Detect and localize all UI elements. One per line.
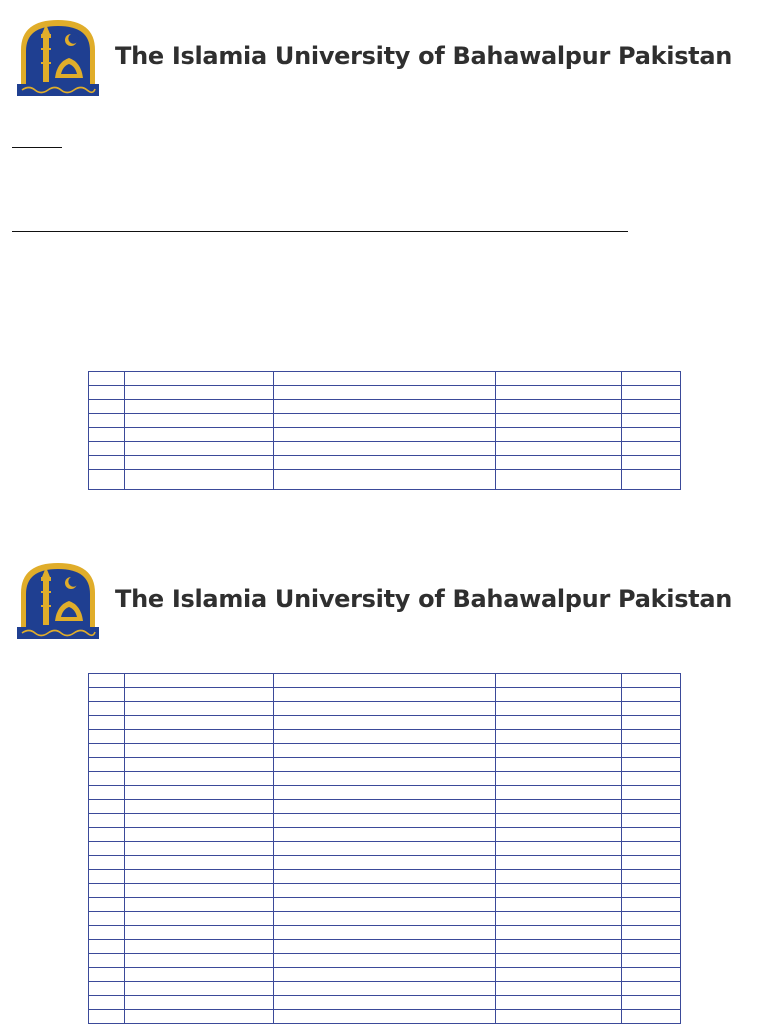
header-1	[0, 18, 768, 102]
table-cell	[495, 372, 621, 386]
table-cell	[621, 982, 680, 996]
table-cell	[89, 898, 125, 912]
table-cell	[495, 400, 621, 414]
table-cell	[89, 414, 125, 428]
table-cell	[89, 688, 125, 702]
table-cell	[125, 744, 274, 758]
table-cell	[89, 800, 125, 814]
table-row	[89, 954, 681, 968]
table-cell	[621, 926, 680, 940]
table-row	[89, 898, 681, 912]
table-cell	[495, 870, 621, 884]
table-cell	[89, 744, 125, 758]
table-cell	[274, 968, 495, 982]
table-cell	[495, 442, 621, 456]
table-cell	[621, 442, 680, 456]
table-cell	[125, 814, 274, 828]
table-cell	[621, 856, 680, 870]
table-cell	[621, 870, 680, 884]
table-cell	[89, 912, 125, 926]
table-cell	[89, 1010, 125, 1024]
table-cell	[125, 772, 274, 786]
table-cell	[495, 982, 621, 996]
table-cell	[89, 828, 125, 842]
table-row	[89, 856, 681, 870]
table-cell	[125, 800, 274, 814]
table-cell	[621, 800, 680, 814]
table-cell	[274, 912, 495, 926]
table-cell	[495, 940, 621, 954]
table-cell	[89, 442, 125, 456]
table-row	[89, 428, 681, 442]
table-row	[89, 456, 681, 470]
table-row	[89, 744, 681, 758]
table-row	[89, 716, 681, 730]
table-row	[89, 688, 681, 702]
table-cell	[274, 674, 495, 688]
table-cell	[495, 814, 621, 828]
university-title: The Islamia University of Bahawalpur Pakistan	[115, 42, 733, 70]
table-cell	[125, 982, 274, 996]
table-cell	[89, 968, 125, 982]
table-cell	[495, 772, 621, 786]
table-cell	[495, 954, 621, 968]
table-row	[89, 674, 681, 688]
table-cell	[274, 442, 495, 456]
table-cell	[621, 842, 680, 856]
table-cell	[125, 1010, 274, 1024]
university-title: The Islamia University of Bahawalpur Pakistan	[115, 585, 733, 613]
table-cell	[125, 400, 274, 414]
table-row	[89, 996, 681, 1010]
table-cell	[621, 744, 680, 758]
table-cell	[89, 372, 125, 386]
table-cell	[621, 386, 680, 400]
table-row	[89, 814, 681, 828]
table-cell	[89, 428, 125, 442]
table-row	[89, 940, 681, 954]
table-cell	[274, 842, 495, 856]
table-cell	[125, 674, 274, 688]
table-cell	[495, 996, 621, 1010]
table-cell	[125, 716, 274, 730]
table-cell	[621, 470, 680, 490]
table-cell	[621, 1010, 680, 1024]
table-cell	[274, 400, 495, 414]
table-cell	[125, 968, 274, 982]
table-cell	[125, 442, 274, 456]
table-cell	[125, 828, 274, 842]
table-row	[89, 372, 681, 386]
university-crest-logo	[17, 18, 99, 96]
table-cell	[495, 786, 621, 800]
table-cell	[125, 940, 274, 954]
table-cell	[495, 716, 621, 730]
table-row	[89, 470, 681, 490]
table-1	[88, 371, 681, 490]
table-cell	[621, 758, 680, 772]
table-cell	[89, 470, 125, 490]
table-cell	[89, 870, 125, 884]
table-row	[89, 926, 681, 940]
table-cell	[621, 674, 680, 688]
table-cell	[495, 758, 621, 772]
table-cell	[89, 982, 125, 996]
table-cell	[89, 856, 125, 870]
table-cell	[495, 912, 621, 926]
table-cell	[621, 912, 680, 926]
table-cell	[89, 786, 125, 800]
table-cell	[89, 884, 125, 898]
table-cell	[274, 1010, 495, 1024]
table-cell	[89, 814, 125, 828]
table-cell	[495, 744, 621, 758]
table-row	[89, 730, 681, 744]
table-cell	[89, 386, 125, 400]
table-cell	[125, 870, 274, 884]
table-cell	[621, 828, 680, 842]
table-row	[89, 414, 681, 428]
table-cell	[495, 898, 621, 912]
table-cell	[621, 884, 680, 898]
table-cell	[274, 856, 495, 870]
table-cell	[125, 786, 274, 800]
table-cell	[495, 428, 621, 442]
table-row	[89, 442, 681, 456]
table-cell	[621, 702, 680, 716]
table-row	[89, 386, 681, 400]
table-cell	[274, 386, 495, 400]
table-cell	[125, 428, 274, 442]
table-cell	[274, 814, 495, 828]
table-cell	[89, 758, 125, 772]
table-cell	[621, 898, 680, 912]
table-cell	[89, 996, 125, 1010]
table-cell	[125, 898, 274, 912]
table-row	[89, 982, 681, 996]
table-cell	[89, 456, 125, 470]
table-cell	[274, 828, 495, 842]
table-cell	[495, 856, 621, 870]
table-cell	[621, 428, 680, 442]
table-cell	[125, 730, 274, 744]
table-cell	[89, 674, 125, 688]
table-cell	[274, 428, 495, 442]
table-row	[89, 912, 681, 926]
table-cell	[621, 940, 680, 954]
table-cell	[125, 470, 274, 490]
table-cell	[274, 702, 495, 716]
table-cell	[621, 968, 680, 982]
table-row	[89, 828, 681, 842]
table-cell	[89, 400, 125, 414]
table-cell	[495, 470, 621, 490]
table-row	[89, 884, 681, 898]
table-cell	[621, 716, 680, 730]
table-cell	[89, 926, 125, 940]
table-cell	[495, 456, 621, 470]
table-cell	[621, 772, 680, 786]
table-cell	[274, 870, 495, 884]
table-cell	[125, 996, 274, 1010]
table-row	[89, 772, 681, 786]
table-cell	[621, 414, 680, 428]
table-cell	[125, 954, 274, 968]
header-2	[0, 561, 768, 645]
table-cell	[495, 926, 621, 940]
table-row	[89, 400, 681, 414]
table-cell	[495, 386, 621, 400]
table-cell	[495, 702, 621, 716]
table-cell	[274, 940, 495, 954]
long-underline	[12, 231, 628, 232]
table-row	[89, 702, 681, 716]
table-cell	[274, 372, 495, 386]
table-row	[89, 786, 681, 800]
table-cell	[274, 926, 495, 940]
table-cell	[495, 842, 621, 856]
table-cell	[274, 786, 495, 800]
table-cell	[274, 898, 495, 912]
table-cell	[89, 842, 125, 856]
table-cell	[89, 940, 125, 954]
table-cell	[274, 456, 495, 470]
table-cell	[274, 800, 495, 814]
table-cell	[495, 688, 621, 702]
table-cell	[274, 470, 495, 490]
table-cell	[125, 456, 274, 470]
table-cell	[621, 814, 680, 828]
table-cell	[495, 968, 621, 982]
table-cell	[89, 716, 125, 730]
table-cell	[274, 996, 495, 1010]
table-cell	[125, 758, 274, 772]
table-cell	[621, 954, 680, 968]
table-cell	[125, 688, 274, 702]
table-cell	[495, 414, 621, 428]
university-crest-logo	[17, 561, 99, 639]
table-cell	[125, 372, 274, 386]
table-cell	[89, 954, 125, 968]
table-cell	[621, 996, 680, 1010]
table-cell	[621, 786, 680, 800]
table-cell	[125, 386, 274, 400]
table-cell	[621, 372, 680, 386]
table-cell	[125, 856, 274, 870]
table-cell	[495, 884, 621, 898]
table-cell	[274, 730, 495, 744]
table-cell	[495, 730, 621, 744]
table-cell	[274, 982, 495, 996]
table-cell	[274, 772, 495, 786]
table-cell	[621, 688, 680, 702]
table-cell	[125, 414, 274, 428]
table-cell	[274, 744, 495, 758]
table-cell	[495, 828, 621, 842]
table-cell	[621, 400, 680, 414]
table-cell	[495, 800, 621, 814]
table-row	[89, 800, 681, 814]
table-cell	[495, 1010, 621, 1024]
table-cell	[89, 730, 125, 744]
table-cell	[89, 772, 125, 786]
table-cell	[125, 884, 274, 898]
table-cell	[621, 730, 680, 744]
table-row	[89, 758, 681, 772]
table-2	[88, 673, 681, 1024]
table-cell	[274, 414, 495, 428]
table-cell	[621, 456, 680, 470]
table-row	[89, 968, 681, 982]
table-cell	[125, 842, 274, 856]
table-row	[89, 842, 681, 856]
table-cell	[274, 758, 495, 772]
table-cell	[125, 926, 274, 940]
table-cell	[495, 674, 621, 688]
table-row	[89, 1010, 681, 1024]
table-cell	[89, 702, 125, 716]
table-row	[89, 870, 681, 884]
table-cell	[274, 688, 495, 702]
table-cell	[274, 884, 495, 898]
short-underline	[12, 147, 62, 148]
table-cell	[274, 954, 495, 968]
table-cell	[274, 716, 495, 730]
table-cell	[125, 702, 274, 716]
table-cell	[125, 912, 274, 926]
